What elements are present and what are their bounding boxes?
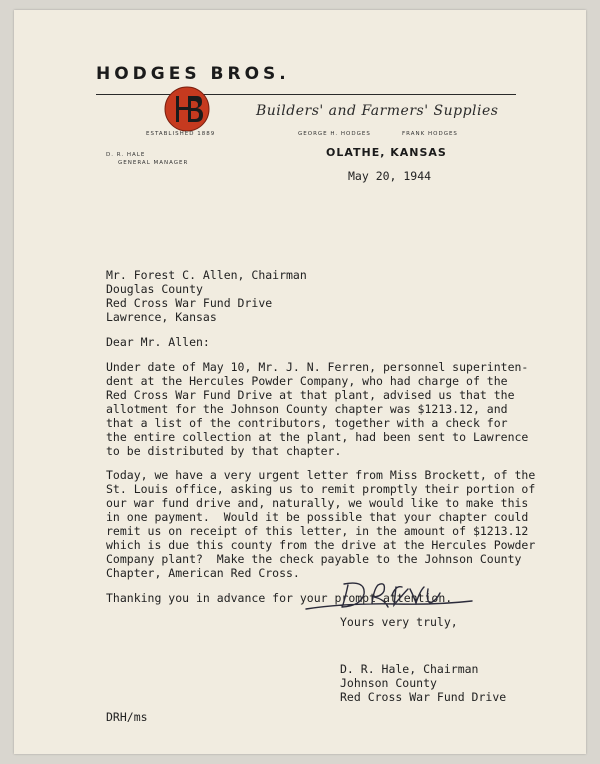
signatory-line: D. R. Hale, Chairman bbox=[340, 662, 479, 676]
company-tagline: Builders' and Farmers' Supplies bbox=[256, 103, 499, 119]
handwritten-signature bbox=[300, 575, 480, 615]
recipient-line: Lawrence, Kansas bbox=[106, 310, 217, 324]
letter-date: May 20, 1944 bbox=[348, 169, 432, 183]
body-line: Under date of May 10, Mr. J. N. Ferren, personnel superinten- bbox=[106, 360, 529, 374]
partner-name-1: GEORGE H. HODGES bbox=[298, 131, 371, 137]
body-line: allotment for the Johnson County chapter was $1213.12, and bbox=[106, 402, 508, 416]
body-paragraph-3: Thanking you in advance for your prompt attention. bbox=[106, 591, 453, 605]
established-line: ESTABLISHED 1889 bbox=[146, 131, 216, 137]
body-line: to be distributed by that chapter. bbox=[106, 444, 342, 458]
recipient-line: Douglas County bbox=[106, 282, 203, 296]
reference-initials: DRH/ms bbox=[106, 710, 148, 724]
body-line: our war fund drive and, naturally, we would like to make this bbox=[106, 496, 529, 510]
body-line: Chapter, American Red Cross. bbox=[106, 566, 300, 580]
body-line: the entire collection at the plant, had been sent to Lawrence bbox=[106, 430, 529, 444]
letterhead-city: OLATHE, KANSAS bbox=[326, 146, 447, 159]
body-line: Red Cross War Fund Drive at that plant, advised us that the bbox=[106, 388, 515, 402]
body-line: that a list of the contributors, together with a check for bbox=[106, 416, 508, 430]
body-line: St. Louis office, asking us to remit promptly their portion of bbox=[106, 482, 536, 496]
manager-title: GENERAL MANAGER bbox=[118, 160, 189, 166]
letterhead-rule bbox=[96, 94, 516, 95]
recipient-line: Mr. Forest C. Allen, Chairman bbox=[106, 268, 307, 282]
salutation: Dear Mr. Allen: bbox=[106, 335, 210, 349]
body-line: remit us on receipt of this letter, in the amount of $1213.12 bbox=[106, 524, 529, 538]
body-line: dent at the Hercules Powder Company, who had charge of the bbox=[106, 374, 508, 388]
body-line: in one payment. Would it be possible that your chapter could bbox=[106, 510, 529, 524]
firm-name: HODGES BROS. bbox=[96, 64, 290, 84]
company-monogram-seal bbox=[162, 84, 212, 134]
manager-name: D. R. HALE bbox=[106, 152, 146, 158]
signatory-line: Red Cross War Fund Drive bbox=[340, 690, 507, 704]
recipient-line: Red Cross War Fund Drive bbox=[106, 296, 273, 310]
partner-name-2: FRANK HODGES bbox=[402, 131, 458, 137]
body-line: which is due this county from the drive at the Hercules Powder bbox=[106, 538, 536, 552]
signatory-line: Johnson County bbox=[340, 676, 437, 690]
complimentary-close: Yours very truly, bbox=[340, 615, 458, 629]
body-line: Company plant? Make the check payable to the Johnson County bbox=[106, 552, 522, 566]
body-line: Today, we have a very urgent letter from Miss Brockett, of the bbox=[106, 468, 536, 482]
